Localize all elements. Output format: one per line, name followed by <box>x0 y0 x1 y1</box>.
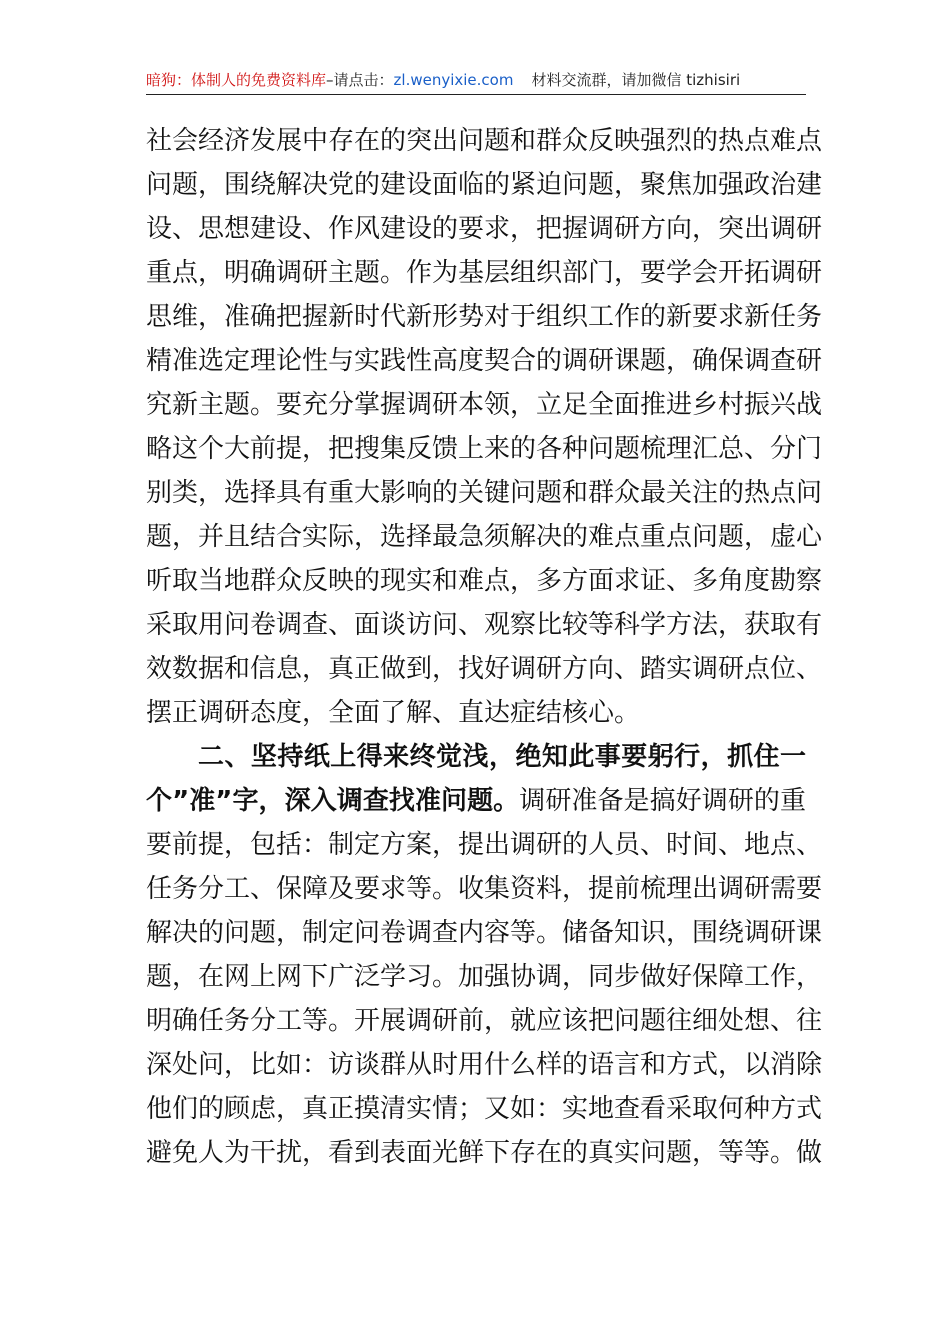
header-link[interactable]: zl.wenyixie.com <box>393 71 514 89</box>
text-line: 社会经济发展中存在的突出问题和群众反映强烈的热点难点 <box>146 126 823 156</box>
text-line: 略这个大前提，把搜集反馈上来的各种问题梳理汇总、分门 <box>146 434 823 464</box>
text-line: 效数据和信息，真正做到，找好调研方向、踏实调研点位、 <box>146 654 823 684</box>
text-line: 题，在网上网下广泛学习。加强协调，同步做好保障工作， <box>146 962 823 992</box>
text-line: 摆正调研态度，全面了解、直达症结核心。 <box>146 698 641 728</box>
page-header <box>146 66 806 95</box>
text-fragment: 调研准备是搞好调研的重 <box>519 786 806 816</box>
section-heading-end: 个”准”字，深入调查找准问题。 <box>146 786 520 816</box>
text-line: 重点，明确调研主题。作为基层组织部门，要学会开拓调研 <box>146 258 823 288</box>
text-line: 避免人为干扰，看到表面光鲜下存在的真实问题，等等。做 <box>146 1138 823 1168</box>
text-line: 明确任务分工等。开展调研前，就应该把问题往细处想、往 <box>146 1006 823 1036</box>
header-brand: 暗狗：体制人的免费资料库 <box>146 71 327 89</box>
header-prompt: –请点击： <box>326 71 394 89</box>
text-line: 究新主题。要充分掌握调研本领，立足全面推进乡村振兴战 <box>146 390 823 420</box>
text-line: 题，并且结合实际，选择最急须解决的难点重点问题，虚心 <box>146 522 823 552</box>
header-contact: 材料交流群，请加微信 tizhisiri <box>531 71 741 89</box>
text-line: 思维，准确把握新时代新形势对于组织工作的新要求新任务 <box>146 302 823 332</box>
text-line: 设、思想建设、作风建设的要求，把握调研方向，突出调研 <box>146 214 823 244</box>
text-line: 他们的顾虑，真正摸清实情；又如：实地查看采取何种方式 <box>146 1094 823 1124</box>
section-heading: 二、坚持纸上得来终觉浅，绝知此事要躬行，抓住一 <box>198 742 806 772</box>
text-line: 听取当地群众反映的现实和难点，多方面求证、多角度勘察 <box>146 566 823 596</box>
text-line: 采取用问卷调查、面谈访问、观察比较等科学方法，获取有 <box>146 610 823 640</box>
text-line: 解决的问题，制定问卷调查内容等。储备知识，围绕调研课 <box>146 918 823 948</box>
text-line: 问题，围绕解决党的建设面临的紧迫问题，聚焦加强政治建 <box>146 170 823 200</box>
text-line: 深处问，比如：访谈群从时用什么样的语言和方式，以消除 <box>146 1050 823 1080</box>
text-line <box>146 779 806 823</box>
text-line: 要前提，包括：制定方案，提出调研的人员、时间、地点、 <box>146 830 823 860</box>
text-line: 精准选定理论性与实践性高度契合的调研课题，确保调查研 <box>146 346 823 376</box>
text-line: 别类，选择具有重大影响的关键问题和群众最关注的热点问 <box>146 478 823 508</box>
text-line: 任务分工、保障及要求等。收集资料，提前梳理出调研需要 <box>146 874 823 904</box>
